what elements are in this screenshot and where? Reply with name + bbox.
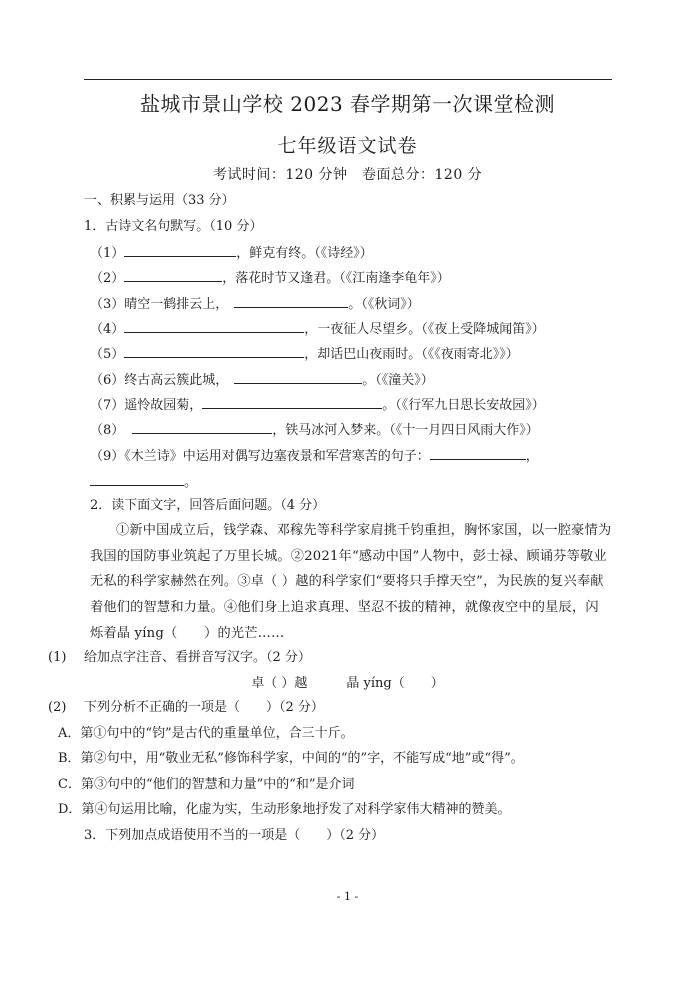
section-heading: 一、积累与运用（33 分）	[84, 193, 235, 208]
exam-subtitle: 七年级语文试卷	[277, 135, 418, 157]
page-number: - 1 -	[336, 890, 359, 903]
q1-item-9-cont: 。	[90, 473, 197, 491]
reading-passage: ①新中国成立后，钱学森、邓稼先等科学家肩挑千钧重担，胸怀家国，以一腔豪情为我国的国防事业筑起了万里长城。②2021年“感动中国”人物中，彭士禄、顾诵芬等敬业无私的科学家赫然在列。③卓（ ）越的科学家们“要将只手撑天空”，为民族的复兴奉献着他们的智慧和力量。④他们身上追求真理、坚忍不拔的精神，就像夜空中的星辰，闪烁着晶 yíng（ ）的光芒……	[90, 523, 612, 641]
answer-blank[interactable]	[124, 269, 222, 282]
q1-item-7: （7）遥怜故园菊， 。（《行军九日思长安故园》）	[90, 398, 545, 413]
option-c: C．第③句中的“他们的智慧和力量”中的“和”是介词	[58, 777, 355, 792]
sub-question-2-num: (2)	[48, 700, 67, 715]
option-b: B．第②句中，用“敬业无私”修饰科学家，中间的“的”字，不能写成“地”或“得”。	[58, 751, 524, 766]
exam-meta: 考试时间：120 分钟 卷面总分：120 分	[212, 167, 483, 183]
q1-item-3: （3）晴空一鹤排云上， 。（《秋词》）	[90, 297, 420, 312]
sub-question-2: 下列分析不正确的一项是（ ）（2 分）	[84, 700, 324, 715]
answer-blank[interactable]	[124, 320, 304, 333]
q1-item-8: （8） ，铁马冰河入梦来。（《十一月四日风雨大作》）	[90, 423, 539, 438]
sub-question-1-answer: 卓（ ）越 晶 yíng（ ）	[251, 676, 444, 691]
answer-blank[interactable]	[124, 244, 236, 257]
answer-blank[interactable]	[202, 396, 382, 409]
q1-item-1: （1） ，鲜克有终。（《诗经》）	[90, 246, 373, 261]
q1-item-2: （2） ，落花时节又逢君。（《江南逢李龟年》）	[90, 271, 450, 286]
q1-item-9: （9）《木兰诗》中运用对偶写边塞夜景和军营寒苦的句子： ，	[90, 449, 539, 464]
question-1-stem: 1．古诗文名句默写。（10 分）	[84, 219, 263, 234]
answer-blank[interactable]	[124, 345, 304, 358]
option-d: D．第④句运用比喻，化虚为实，生动形象地抒发了对科学家伟大精神的赞美。	[58, 802, 511, 817]
answer-blank[interactable]	[234, 371, 362, 384]
question-3-stem: 3．下列加点成语使用不当的一项是（ ）（2 分）	[84, 828, 385, 843]
question-2-stem: 2．读下面文字，回答后面问题。（4 分）	[90, 498, 326, 513]
q1-item-6: （6）终古高云簇此城， 。（《潼关》）	[90, 373, 434, 388]
answer-blank[interactable]	[90, 473, 184, 486]
sub-question-1: 给加点字注音、看拼音写汉字。（2 分）	[84, 650, 311, 665]
header-rule	[84, 79, 612, 80]
answer-blank[interactable]	[234, 295, 348, 308]
sub-question-1-num: (1)	[48, 650, 67, 665]
option-a: A．第①句中的“钧”是古代的重量单位，合三十斤。	[58, 726, 354, 741]
q1-item-5: （5） ，却话巴山夜雨时。（《《夜雨寄北》》）	[90, 347, 519, 362]
answer-blank[interactable]	[132, 421, 272, 434]
exam-title: 盐城市景山学校 2023 春学期第一次课堂检测	[139, 92, 556, 116]
answer-blank[interactable]	[430, 447, 526, 460]
q1-item-4: （4） ，一夜征人尽望乡。（《夜上受降城闻笛》）	[90, 322, 545, 337]
